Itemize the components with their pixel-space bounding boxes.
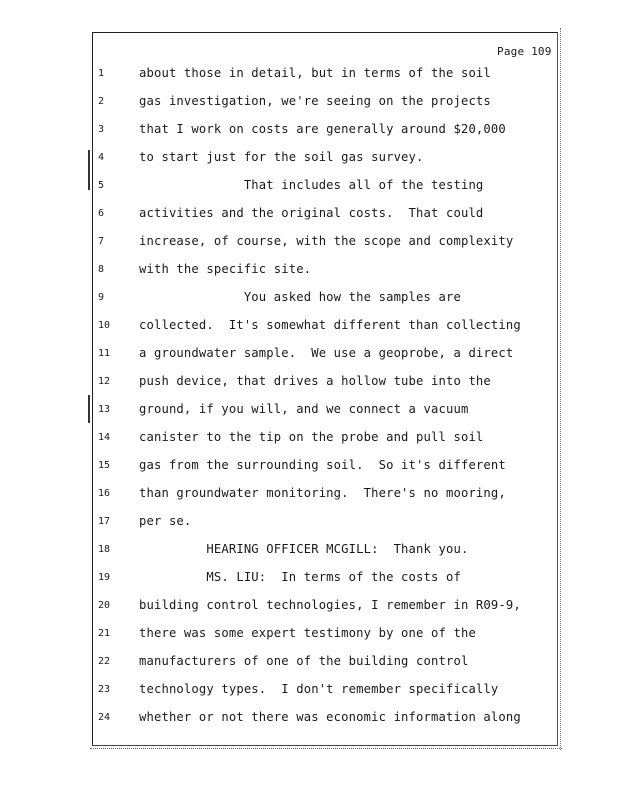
line-number: 5 — [98, 180, 105, 191]
line-text: manufacturers of one of the building control — [139, 654, 469, 668]
line-text: gas from the surrounding soil. So it's different — [139, 458, 506, 472]
line-text: to start just for the soil gas survey. — [139, 150, 424, 164]
line-text: with the specific site. — [139, 262, 312, 276]
line-text: That includes all of the testing — [139, 178, 484, 192]
line-text: You asked how the samples are — [139, 290, 461, 304]
transcript-line — [0, 458, 618, 476]
transcript-line — [0, 402, 618, 420]
line-number: 1 — [98, 68, 105, 79]
line-number: 19 — [98, 572, 111, 583]
transcript-line — [0, 542, 618, 560]
line-number: 16 — [98, 488, 111, 499]
transcript-line — [0, 486, 618, 504]
transcript-line — [0, 514, 618, 532]
line-number: 14 — [98, 432, 111, 443]
transcript-line — [0, 234, 618, 252]
line-text: there was some expert testimony by one of the — [139, 626, 476, 640]
line-number: 7 — [98, 236, 105, 247]
line-text: increase, of course, with the scope and complexity — [139, 234, 514, 248]
line-number: 2 — [98, 96, 105, 107]
transcript-line — [0, 654, 618, 672]
line-text: push device, that drives a hollow tube into the — [139, 374, 491, 388]
line-number: 6 — [98, 208, 105, 219]
page-number: Page 109 — [497, 45, 552, 58]
transcript-line — [0, 178, 618, 196]
line-number: 9 — [98, 292, 105, 303]
line-text: ground, if you will, and we connect a vacuum — [139, 402, 469, 416]
line-number: 8 — [98, 264, 105, 275]
line-number: 13 — [98, 404, 111, 415]
transcript-line — [0, 598, 618, 616]
line-text: whether or not there was economic information along — [139, 710, 521, 724]
line-number: 18 — [98, 544, 111, 555]
line-text: that I work on costs are generally around $20,000 — [139, 122, 506, 136]
line-number: 15 — [98, 460, 111, 471]
line-number: 12 — [98, 376, 111, 387]
line-number: 11 — [98, 348, 111, 359]
transcript-line — [0, 318, 618, 336]
transcript-line — [0, 710, 618, 728]
line-text: per se. — [139, 514, 192, 528]
transcript-line — [0, 262, 618, 280]
transcript-line — [0, 570, 618, 588]
transcript-line — [0, 346, 618, 364]
line-text: MS. LIU: In terms of the costs of — [139, 570, 461, 584]
line-number: 10 — [98, 320, 111, 331]
transcript-line — [0, 626, 618, 644]
line-text: collected. It's somewhat different than collecting — [139, 318, 521, 332]
line-text: building control technologies, I remember in R09-9, — [139, 598, 521, 612]
line-number: 22 — [98, 656, 111, 667]
line-text: canister to the tip on the probe and pull soil — [139, 430, 484, 444]
transcript-line — [0, 682, 618, 700]
line-text: than groundwater monitoring. There's no mooring, — [139, 486, 506, 500]
line-number: 24 — [98, 712, 111, 723]
transcript-line — [0, 290, 618, 308]
transcript-line — [0, 206, 618, 224]
line-number: 17 — [98, 516, 111, 527]
line-number: 4 — [98, 152, 105, 163]
line-text: gas investigation, we're seeing on the projects — [139, 94, 491, 108]
line-text: technology types. I don't remember specifically — [139, 682, 499, 696]
line-text: activities and the original costs. That could — [139, 206, 484, 220]
line-number: 21 — [98, 628, 111, 639]
line-number: 3 — [98, 124, 105, 135]
line-number: 20 — [98, 600, 111, 611]
transcript-line — [0, 150, 618, 168]
transcript-line — [0, 66, 618, 84]
transcript-line — [0, 430, 618, 448]
line-number: 23 — [98, 684, 111, 695]
transcript-line — [0, 94, 618, 112]
transcript-line — [0, 374, 618, 392]
page-bottom-edge — [90, 748, 562, 752]
line-text: a groundwater sample. We use a geoprobe, a direct — [139, 346, 514, 360]
line-text: about those in detail, but in terms of the soil — [139, 66, 491, 80]
line-text: HEARING OFFICER MCGILL: Thank you. — [139, 542, 469, 556]
transcript-line — [0, 122, 618, 140]
